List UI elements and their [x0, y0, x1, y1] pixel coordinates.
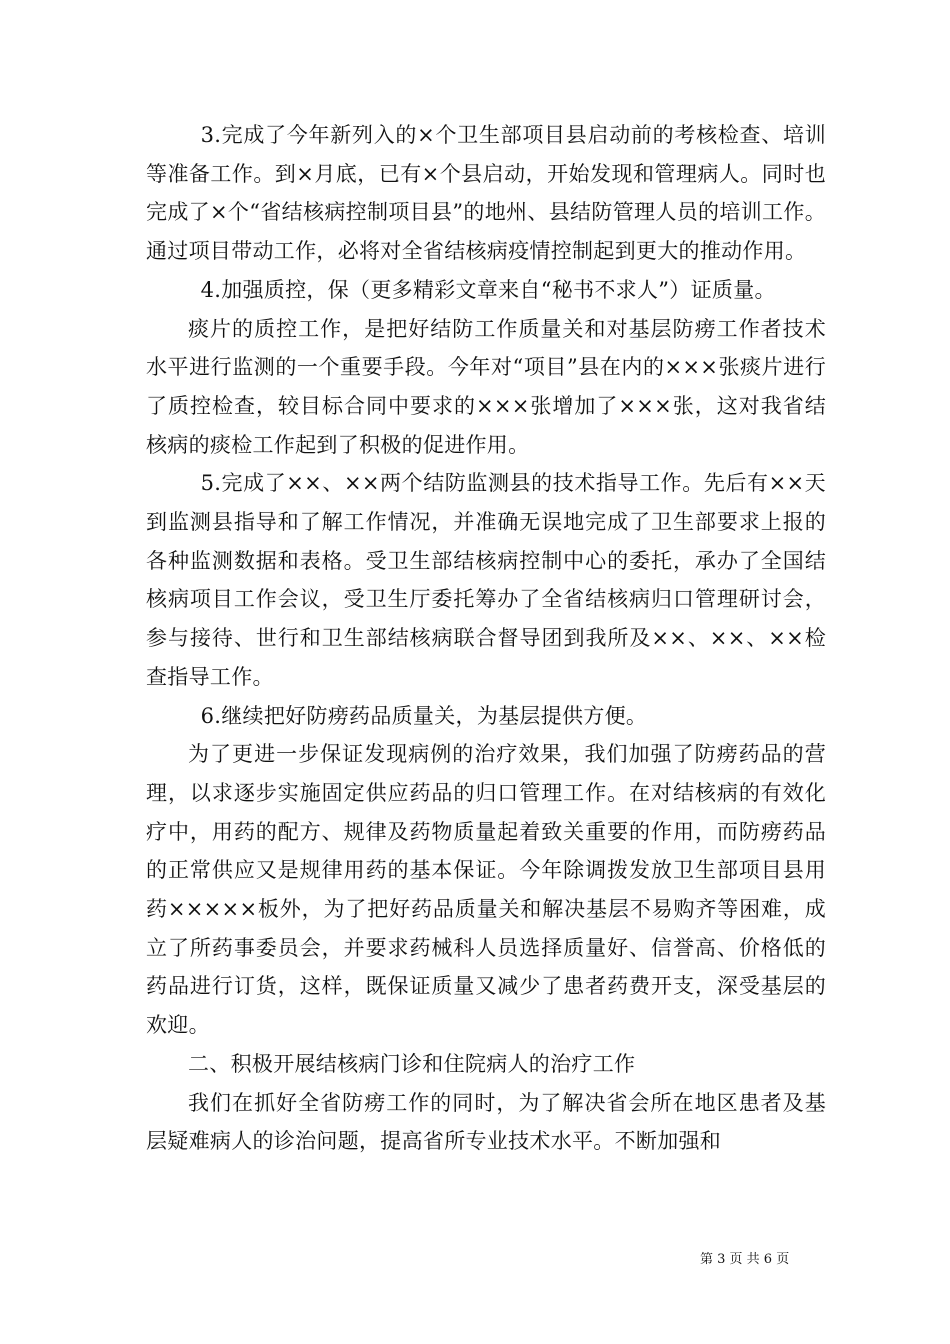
document-body [146, 116, 826, 1161]
paragraph-item-4-heading: 4.加强质控，保（更多精彩文章来自“秘书不求人”）证质量。 [200, 277, 776, 302]
section-heading-two: 二、积极开展结核病门诊和住院病人的治疗工作 [188, 1051, 636, 1076]
paragraph-clinic-treatment: 我们在抓好全省防痨工作的同时，为了解决省会所在地区患者及基层疑难病人的诊治问题，提高省所专业技术水平。不断加强和 [146, 1090, 826, 1154]
paragraph-item-5: 5.完成了××、××两个结防监测县的技术指导工作。先后有××天到监测县指导和了解工作情况，并准确无误地完成了卫生部要求上报的各种监测数据和表格。受卫生部结核病控制中心的委托，承办了全国结核病项目工作会议，受卫生厅委托筹办了全省结核病归口管理研讨会，参与接待、世行和卫生部结核病联合督导团到我所及××、××、××检查指导工作。 [146, 471, 826, 689]
paragraph-drug-management: 为了更进一步保证发现病例的治疗效果，我们加强了防痨药品的营理，以求逐步实施固定供应药品的归口管理工作。在对结核病的有效化疗中，用药的配方、规律及药物质量起着致关重要的作用，而防痨药品的正常供应又是规律用药的基本保证。今年除调拨发放卫生部项目县用药×××××板外，为了把好药品质量关和解决基层不易购齐等困难，成立了所药事委员会，并要求药械科人员选择质量好、信誉高、价格低的药品进行订货，这样，既保证质量又减少了患者药费开支，深受基层的欢迎。 [146, 742, 826, 1038]
paragraph-item-6-heading: 6.继续把好防痨药品质量关，为基层提供方便。 [200, 703, 648, 728]
paragraph-item-3: 3.完成了今年新列入的×个卫生部项目县启动前的考核检查、培训等准备工作。到×月底，已有×个县启动，开始发现和管理病人。同时也完成了×个“省结核病控制项目县”的地州、县结防管理人员的培训工作。通过项目带动工作，必将对全省结核病疫情控制起到更大的推动作用。 [146, 123, 826, 264]
page-number-footer: 第 3 页 共 6 页 [700, 1252, 790, 1267]
paragraph-sputum-qc: 痰片的质控工作，是把好结防工作质量关和对基层防痨工作者技术水平进行监测的一个重要手段。今年对“项目”县在内的×××张痰片进行了质控检查，较目标合同中要求的×××张增加了×××张，这对我省结核病的痰检工作起到了积极的促进作用。 [146, 316, 826, 457]
